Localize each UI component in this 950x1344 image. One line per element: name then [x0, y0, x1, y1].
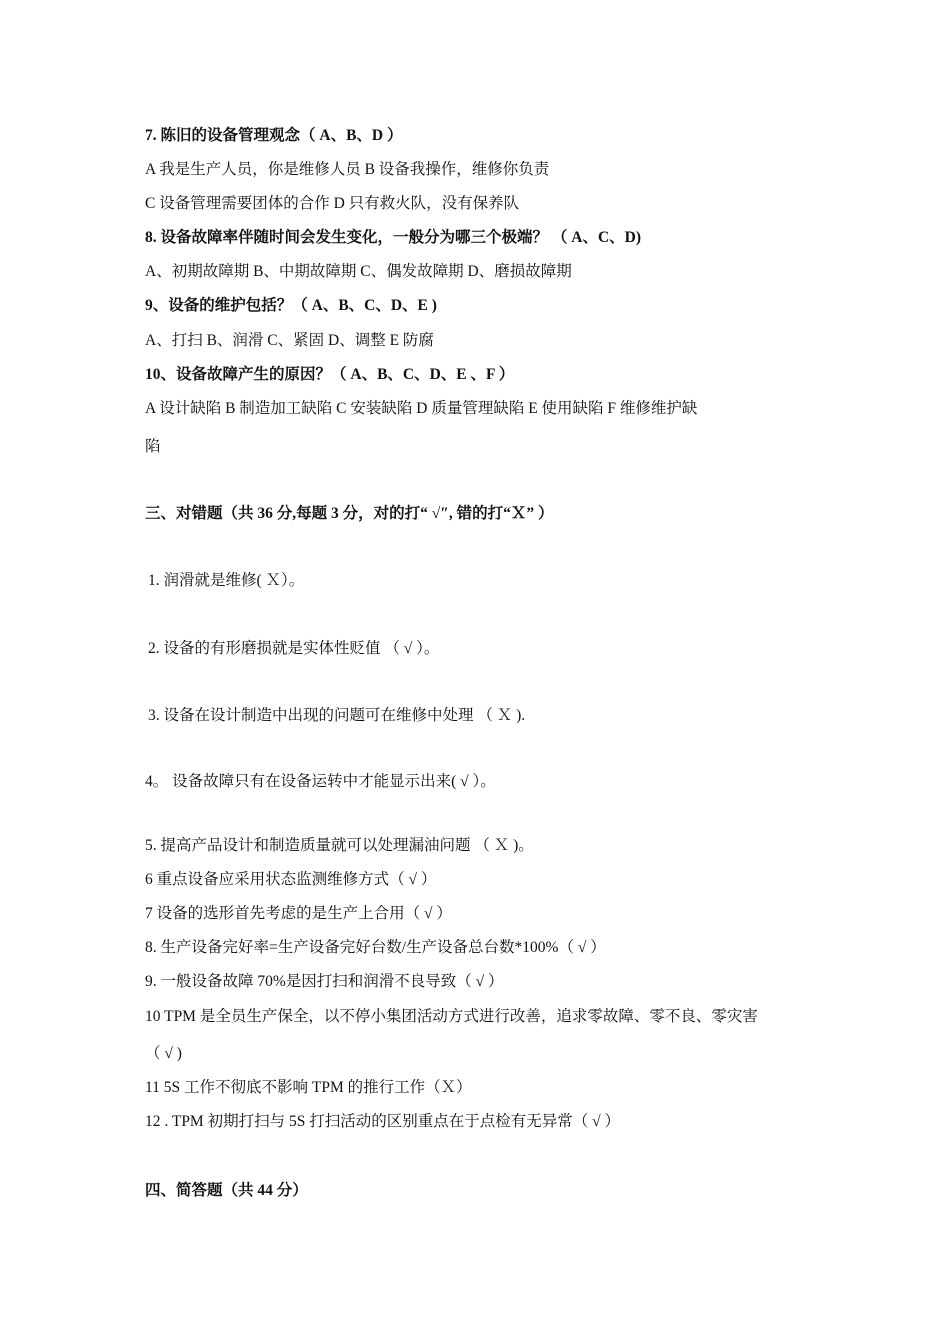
question-7: 7. 陈旧的设备管理观念（ A、B、D ）: [145, 127, 403, 144]
question-9-options: A、打扫 B、润滑 C、紧固 D、调整 E 防腐: [145, 332, 434, 349]
tf-item-5: 5. 提高产品设计和制造质量就可以处理漏油问题 （ Ｘ )。: [145, 837, 534, 854]
tf-item-1: 1. 润滑就是维修( Ｘ）。: [148, 572, 305, 589]
tf-item-2: 2. 设备的有形磨损就是实体性贬值 （ √ ）。: [148, 640, 440, 657]
question-8: 8. 设备故障率伴随时间会发生变化，一般分为哪三个极端？ （ A、C、D): [145, 229, 641, 246]
tf-item-10: 10 TPM 是全员生产保全，以不停小集团活动方式进行改善，追求零故障、零不良、零灾害: [145, 1008, 758, 1025]
tf-item-12: 12 . TPM 初期打扫与 5S 打扫活动的区别重点在于点检有无异常（ √ ）: [145, 1113, 620, 1130]
question-8-options: A、初期故障期 B、中期故障期 C、偶发故障期 D、磨损故障期: [145, 263, 572, 280]
tf-item-3: 3. 设备在设计制造中出现的问题可在维修中处理 （ Ｘ ).: [148, 707, 526, 724]
tf-item-6: 6 重点设备应采用状态监测维修方式（ √ ）: [145, 871, 437, 888]
tf-item-10-continued: （ √ ): [145, 1045, 182, 1062]
section-true-false-heading: 三、对错题（共 36 分,每题 3 分，对的打“ √″, 错的打“Ｘ” ）: [145, 505, 554, 522]
question-9: 9、设备的维护包括？（ A、B、C、D、E ): [145, 297, 437, 314]
question-7-options-cd: C 设备管理需要团体的合作 D 只有救火队，没有保养队: [145, 195, 520, 212]
tf-item-7: 7 设备的选形首先考虑的是生产上合用（ √ ）: [145, 905, 452, 922]
section-short-answer-heading: 四、简答题（共 44 分）: [145, 1182, 308, 1199]
tf-item-11: 11 5S 工作不彻底不影响 TPM 的推行工作（Ｘ）: [145, 1079, 472, 1096]
tf-item-8: 8. 生产设备完好率=生产设备完好台数/生产设备总台数*100%（ √ ）: [145, 939, 606, 956]
question-7-options-ab: A 我是生产人员，你是维修人员 B 设备我操作，维修你负责: [145, 161, 550, 178]
tf-item-4: 4。 设备故障只有在设备运转中才能显示出来( √ ）。: [145, 773, 496, 790]
question-10-options: A 设计缺陷 B 制造加工缺陷 C 安装缺陷 D 质量管理缺陷 E 使用缺陷 F 维修维护缺: [145, 400, 698, 417]
tf-item-9: 9. 一般设备故障 70%是因打扫和润滑不良导致（ √ ）: [145, 973, 504, 990]
question-10-options-continued: 陷: [145, 438, 161, 455]
question-10: 10、设备故障产生的原因？（ A、B、C、D、E 、F ）: [145, 366, 515, 383]
